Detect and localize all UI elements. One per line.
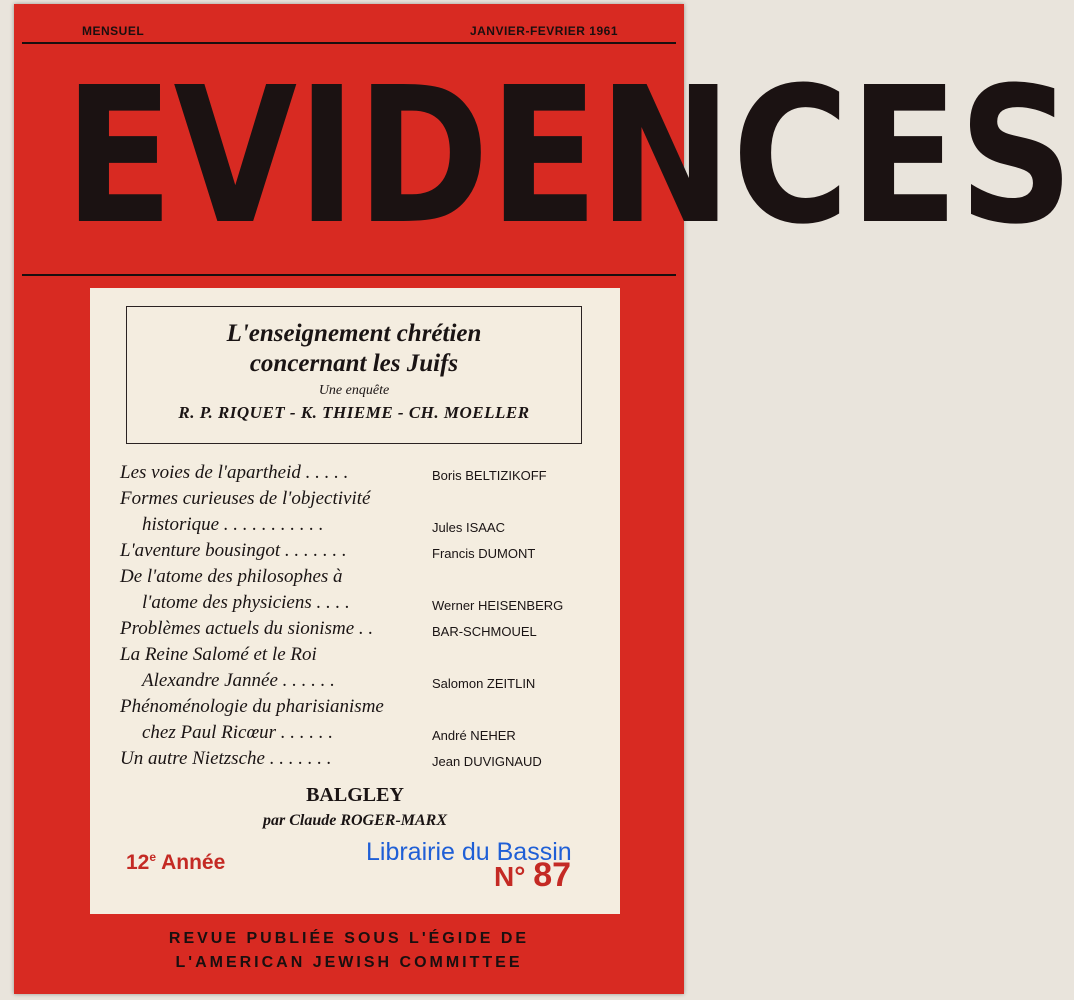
feature-subtitle: Une enquête <box>318 383 390 398</box>
publisher-line1: REVUE PUBLIÉE SOUS L'ÉGIDE DE <box>168 930 530 947</box>
art-feature-title: BALGLEY <box>306 784 404 806</box>
issue-label: N° <box>494 861 526 892</box>
masthead-title: EVIDENCES <box>64 47 1074 266</box>
periodicity-label: MENSUEL <box>82 24 145 38</box>
feature-title-line2: concernant les Juifs <box>249 350 459 377</box>
toc-title: historique . . . . . . . . . . . <box>142 514 324 535</box>
toc-title: Formes curieuses de l'objectivité <box>120 488 371 509</box>
toc-entry <box>120 566 580 592</box>
toc-title: De l'atome des philosophes à <box>120 566 343 587</box>
toc-entry <box>120 644 580 670</box>
toc-entry <box>120 696 580 722</box>
contents-panel <box>90 288 620 914</box>
toc-entry <box>120 488 580 514</box>
issue-value: 87 <box>533 856 572 894</box>
year-word: Année <box>161 851 226 874</box>
toc-author: Salomon ZEITLIN <box>432 676 536 691</box>
toc-title: Problèmes actuels du sionisme . . <box>120 618 374 639</box>
toc-author: Francis DUMONT <box>432 546 536 561</box>
toc-entry-continued <box>120 592 580 618</box>
feature-authors: R. P. RIQUET - K. THIEME - CH. MOELLER <box>178 403 530 422</box>
art-feature-byline: par Claude ROGER-MARX <box>262 812 448 829</box>
toc-title: Les voies de l'apartheid . . . . . <box>120 462 349 483</box>
toc-author: Jean DUVIGNAUD <box>432 754 542 769</box>
toc-entry-continued <box>120 670 580 696</box>
magazine-cover <box>14 4 1074 994</box>
toc-author: Werner HEISENBERG <box>432 598 564 613</box>
feature-box <box>126 306 582 444</box>
toc-entry-continued <box>120 722 580 748</box>
toc-author: BAR-SCHMOUEL <box>432 624 537 639</box>
toc-author: Boris BELTIZIKOFF <box>432 468 547 483</box>
toc-title: Un autre Nietzsche . . . . . . . <box>120 748 332 769</box>
bookseller-watermark: Librairie du Bassin <box>366 838 572 866</box>
toc-title: L'aventure bousingot . . . . . . . <box>120 540 347 561</box>
year-suffix: e <box>149 850 157 864</box>
toc-title: l'atome des physiciens . . . . <box>142 592 350 613</box>
issue-date: JANVIER-FEVRIER 1961 <box>469 24 618 38</box>
toc-entry-continued <box>120 514 580 540</box>
toc-entry <box>120 462 580 488</box>
publisher-line2: L'AMERICAN JEWISH COMMITTEE <box>175 954 523 971</box>
toc-title: Alexandre Jannée . . . . . . <box>142 670 335 691</box>
toc-title: chez Paul Ricœur . . . . . . <box>142 722 334 743</box>
toc-author: Jules ISAAC <box>432 520 505 535</box>
feature-title-line1: L'enseignement chrétien <box>226 320 482 347</box>
toc-entry <box>120 618 580 644</box>
toc-title: La Reine Salomé et le Roi <box>120 644 317 665</box>
toc-title: Phénoménologie du pharisianisme <box>120 696 384 717</box>
toc-entry <box>120 748 580 774</box>
year-label <box>126 850 225 875</box>
toc-author: André NEHER <box>432 728 516 743</box>
masthead-rule <box>22 274 676 276</box>
toc-entry <box>120 540 580 566</box>
year-number: 12 <box>126 851 150 874</box>
